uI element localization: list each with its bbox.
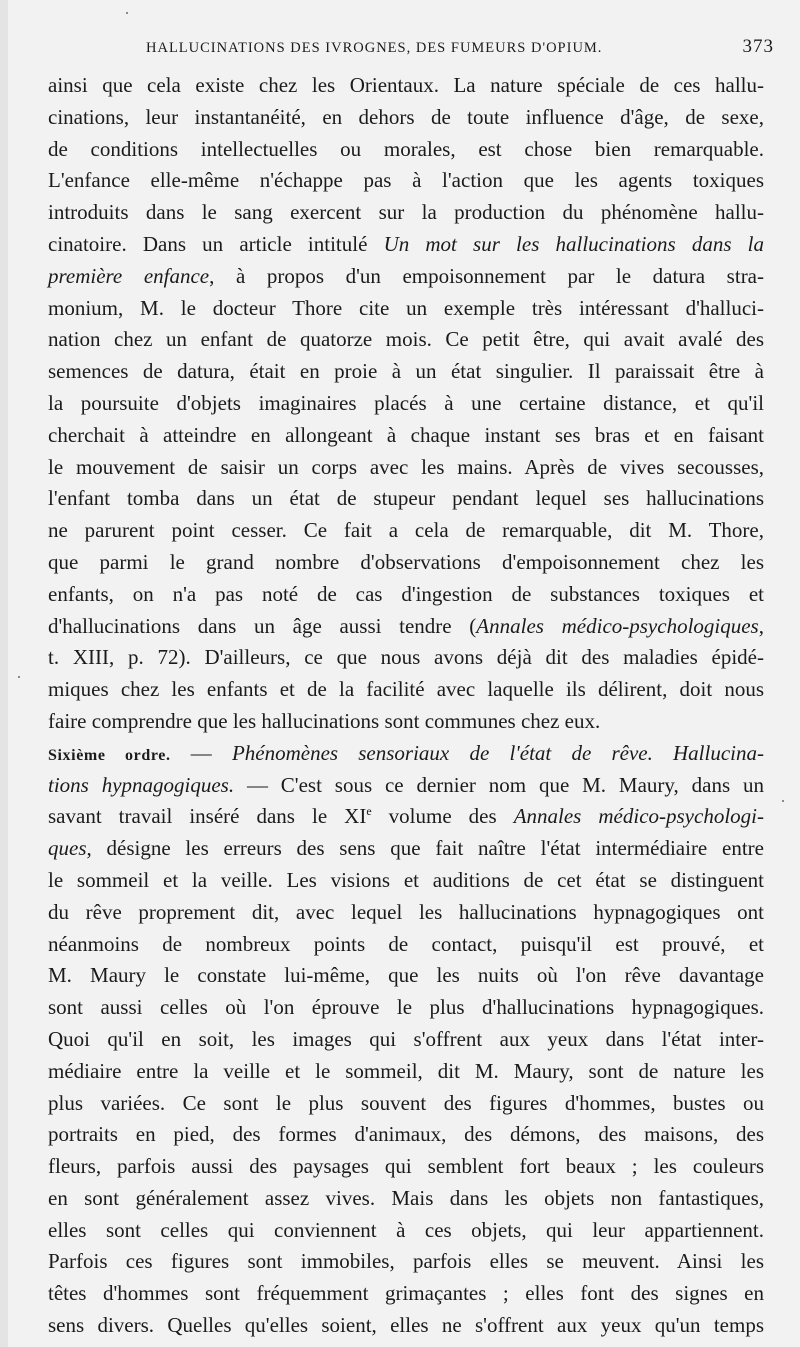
page-header xyxy=(146,36,776,60)
text-line: de conditions intellectuelles ou morales, est chose bien remarquable. xyxy=(48,136,764,161)
text-line: sens divers. Quelles qu'elles soient, elles ne s'offrent aux yeux qu'un temps xyxy=(48,1313,764,1338)
text-line: faire comprendre que les hallucinations sont communes chez eux. xyxy=(48,708,601,733)
article-title-cont: première enfance xyxy=(48,263,210,288)
text-line: Sixième ordre. — Phénomènes sensoriaux de l'état de rêve. Hallucina- xyxy=(48,740,765,765)
text-line: tions hypnagogiques. — C'est sous ce dernier nom que M. Maury, dans un xyxy=(48,772,764,797)
text-line: portraits en pied, des formes d'animaux, des démons, des maisons, des xyxy=(48,1122,764,1147)
text-line: monium, M. le docteur Thore cite un exemple très intéressant d'halluci- xyxy=(48,295,764,320)
ink-speck xyxy=(782,800,784,802)
text-line: miques chez les enfants et de la facilité avec laquelle ils délirent, doit nous xyxy=(48,677,764,702)
text-line: L'enfance elle-même n'échappe pas à l'action que les agents toxiques xyxy=(48,168,764,193)
text-line: néanmoins de nombreux points de contact, puisqu'il est prouvé, et xyxy=(48,931,764,956)
text-line: le mouvement de saisir un corps avec les mains. Après de vives secousses, xyxy=(48,454,764,479)
text-line: ne parurent point cesser. Ce fait a cela de remarquable, dit M. Thore, xyxy=(48,518,764,543)
text-line: plus variées. Ce sont le plus souvent des figures d'hommes, bustes ou xyxy=(48,1090,764,1115)
text-line: Quoi qu'il en soit, les images qui s'offrent aux yeux dans l'état inter- xyxy=(48,1026,764,1051)
text-line: la poursuite d'objets imaginaires placés à une certaine distance, et qu'il xyxy=(48,390,764,415)
journal-title-cont: ques xyxy=(48,836,87,861)
ink-speck xyxy=(18,676,20,678)
text-line: le sommeil et la veille. Les visions et auditions de cet état se distinguent xyxy=(48,867,764,892)
section-heading: Sixième ordre. xyxy=(48,746,171,764)
text-line: M. Maury le constate lui-même, que les nuits où l'on rêve davantage xyxy=(48,963,764,988)
page-number: 373 xyxy=(742,36,774,57)
text-line: l'enfant tomba dans un état de stupeur pendant lequel ses hallucinations xyxy=(48,486,764,511)
article-title: Un mot sur les hallucinations dans la xyxy=(383,231,764,256)
text-line: médiaire entre la veille et le sommeil, dit M. Maury, sont de nature les xyxy=(48,1058,764,1083)
text-line: du rêve proprement dit, avec lequel les hallucinations hypnagogiques ont xyxy=(48,899,764,924)
ink-speck xyxy=(126,12,128,14)
journal-title: Annales médico-psychologi- xyxy=(513,804,764,829)
text-line: têtes d'hommes sont fréquemment grimaçantes ; elles font des signes en xyxy=(48,1281,764,1306)
text-line: introduits dans le sang exercent sur la production du phénomène hallu- xyxy=(48,200,764,225)
text-line: ainsi que cela existe chez les Orientaux. La nature spéciale de ces hallu- xyxy=(48,73,764,97)
text-line: enfants, on n'a pas noté de cas d'ingestion de substances toxiques et xyxy=(48,581,764,606)
body-text xyxy=(48,70,764,1342)
text-line: semences de datura, était en proie à un état singulier. Il paraissait être à xyxy=(48,359,764,384)
text-line: cinations, leur instantanéité, en dehors de toute influence d'âge, de sexe, xyxy=(48,104,764,129)
superscript: e xyxy=(366,804,372,819)
book-page xyxy=(8,0,800,1347)
text-line: cherchait à atteindre en allongeant à chaque instant ses bras et en faisant xyxy=(48,422,764,447)
text-line: t. XIII, p. 72). D'ailleurs, ce que nous avons déjà dit des maladies épidé- xyxy=(48,645,764,670)
running-title: HALLUCINATIONS DES IVROGNES, DES FUMEURS D'OPIUM. xyxy=(146,40,603,56)
text-line: en sont généralement assez vives. Mais dans les objets non fantastiques, xyxy=(48,1185,764,1210)
section-subtitle: Phénomènes sensoriaux de l'état de rêve. Hallucina- xyxy=(231,740,765,765)
text-line: d'hallucinations dans un âge aussi tendre (Annales médico-psychologiques, xyxy=(48,613,764,638)
text-line: elles sont celles qui conviennent à ces objets, qui leur appartiennent. xyxy=(48,1217,764,1242)
text-line: que parmi le grand nombre d'observations d'empoisonnement chez les xyxy=(48,549,764,574)
text-line: première enfance, à propos d'un empoisonnement par le datura stra- xyxy=(48,263,764,288)
text-line: nation chez un enfant de quatorze mois. Ce petit être, qui avait avalé des xyxy=(48,327,764,352)
journal-title: Annales médico-psychologiques xyxy=(476,613,759,638)
text-line: cinatoire. Dans un article intitulé Un mot sur les hallucinations dans la xyxy=(48,231,764,256)
section-subtitle-cont: tions hypnagogiques. xyxy=(48,772,235,797)
text-line: Parfois ces figures sont immobiles, parfois elles se meuvent. Ainsi les xyxy=(48,1249,764,1274)
text-line: fleurs, parfois aussi des paysages qui semblent fort beaux ; les couleurs xyxy=(48,1154,764,1179)
text-line: ques, désigne les erreurs des sens que fait naître l'état intermédiaire entre xyxy=(48,836,764,861)
text-line: sont aussi celles où l'on éprouve le plus d'hallucinations hypnagogiques. xyxy=(48,995,764,1020)
text-line: savant travail inséré dans le XIe volume des Annales médico-psychologi- xyxy=(48,804,764,829)
